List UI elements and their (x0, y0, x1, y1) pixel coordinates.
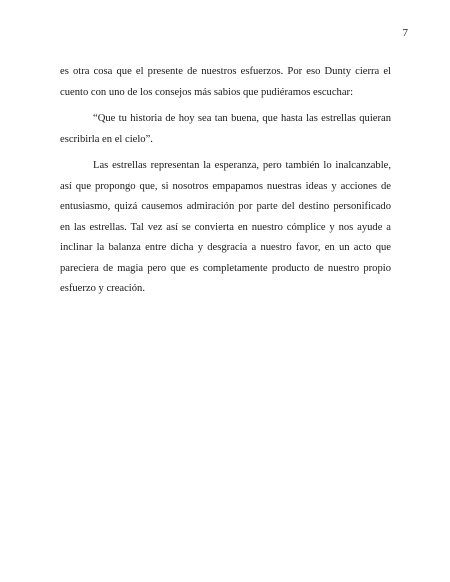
page-number: 7 (402, 27, 408, 39)
paragraph-quote: “Que tu historia de hoy sea tan buena, que hasta las estrellas quieran escribirla en el cielo”. (60, 113, 391, 145)
paragraph-stars: Las estrellas representan la esperanza, pero también lo inalcanzable, así que propongo que, si nosotros empapamos nuestras ideas y acciones de entusiasmo, quizá causemos admiración por parte del destino personificado en las estrellas. Tal vez así se convierta en nuestro cómplice y nos ayude a inclinar la balanza entre dicha y desgracia a nuestro favor, en un acto que pareciera de magia pero que es completamente producto de nuestro propio esfuerzo y creación. (60, 160, 391, 294)
body-text (60, 62, 391, 306)
paragraph-continuation: es otra cosa que el presente de nuestros esfuerzos. Por eso Dunty cierra el cuento con uno de los consejos más sabios que pudiéramos escuchar: (60, 66, 391, 98)
